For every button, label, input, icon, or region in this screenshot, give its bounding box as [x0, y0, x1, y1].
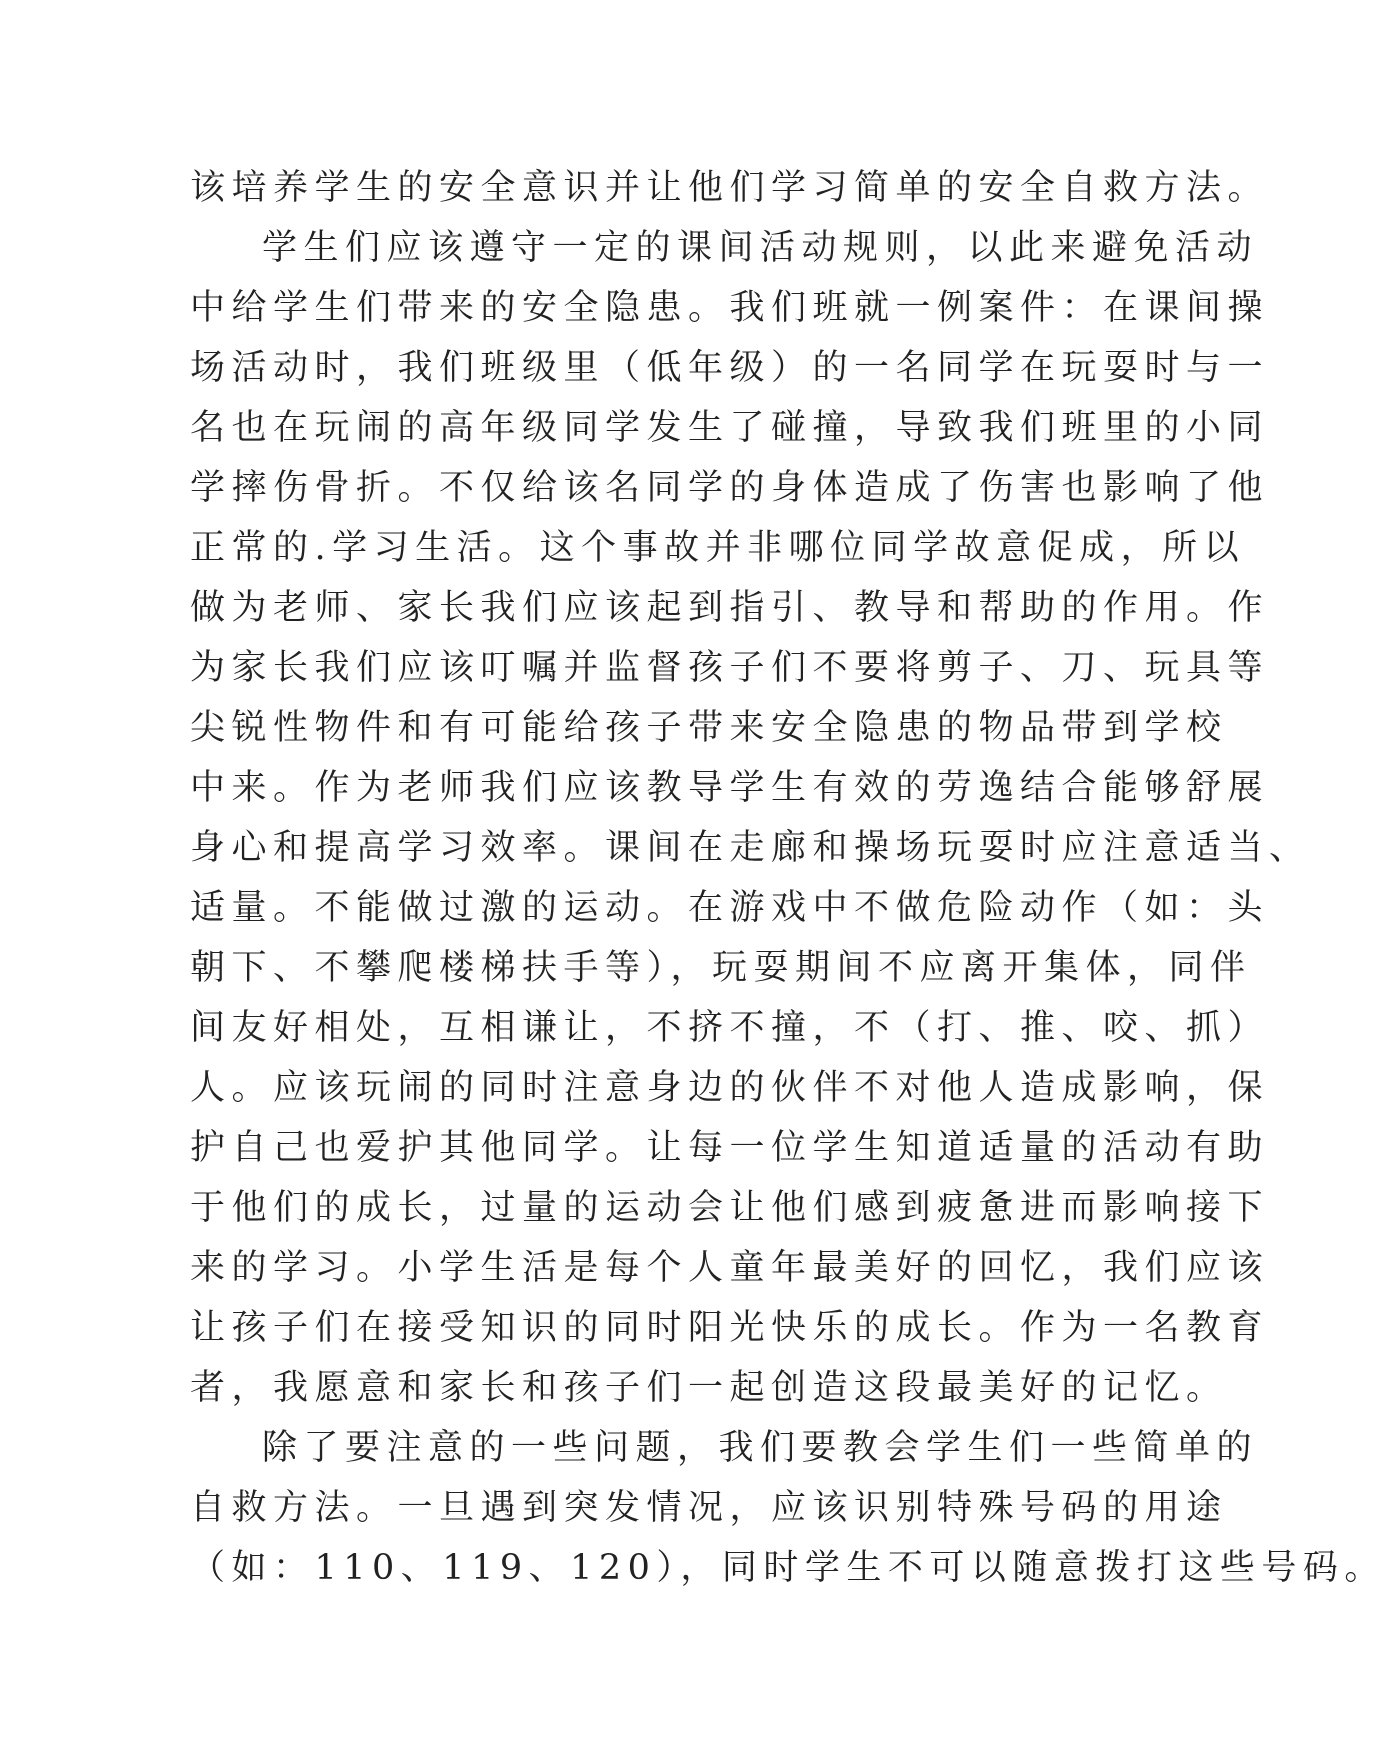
text-line-3: 中给学生们带来的安全隐患。我们班就一例案件：在课间操	[190, 288, 1270, 328]
text-line-20: 让孩子们在接受知识的同时阳光快乐的成长。作为一名教育	[190, 1308, 1270, 1348]
text-line-18: 于他们的成长，过量的运动会让他们感到疲惫进而影响接下	[190, 1188, 1270, 1228]
document-body	[190, 158, 1386, 1598]
text-line-6: 学摔伤骨折。不仅给该名同学的身体造成了伤害也影响了他	[190, 468, 1270, 508]
text-line-21: 者，我愿意和家长和孩子们一起创造这段最美好的记忆。	[190, 1368, 1228, 1408]
text-line-12: 身心和提高学习效率。课间在走廊和操场玩耍时应注意适当、	[190, 828, 1311, 868]
text-line-2: 学生们应该遵守一定的课间活动规则，以此来避免活动	[262, 228, 1259, 268]
text-line-10: 尖锐性物件和有可能给孩子带来安全隐患的物品带到学校	[190, 708, 1228, 748]
text-line-8: 做为老师、家长我们应该起到指引、教导和帮助的作用。作	[190, 588, 1270, 628]
text-line-19: 来的学习。小学生活是每个人童年最美好的回忆，我们应该	[190, 1248, 1270, 1288]
text-line-14: 朝下、不攀爬楼梯扶手等），玩耍期间不应离开集体，同伴	[190, 948, 1252, 988]
text-line-15: 间友好相处，互相谦让，不挤不撞，不（打、推、咬、抓）	[190, 1008, 1270, 1048]
text-line-1: 该培养学生的安全意识并让他们学习简单的安全自救方法。	[190, 168, 1270, 208]
text-line-5: 名也在玩闹的高年级同学发生了碰撞，导致我们班里的小同	[190, 408, 1270, 448]
text-line-16: 人。应该玩闹的同时注意身边的伙伴不对他人造成影响，保	[190, 1068, 1270, 1108]
text-line-11: 中来。作为老师我们应该教导学生有效的劳逸结合能够舒展	[190, 768, 1270, 808]
text-line-24: （如：110、119、120），同时学生不可以随意拨打这些号码。	[190, 1548, 1386, 1588]
text-line-17: 护自己也爱护其他同学。让每一位学生知道适量的活动有助	[190, 1128, 1270, 1168]
text-line-22: 除了要注意的一些问题，我们要教会学生们一些简单的	[262, 1428, 1259, 1468]
text-line-4: 场活动时，我们班级里（低年级）的一名同学在玩耍时与一	[190, 348, 1270, 388]
text-line-23: 自救方法。一旦遇到突发情况，应该识别特殊号码的用途	[190, 1488, 1228, 1528]
text-line-9: 为家长我们应该叮嘱并监督孩子们不要将剪子、刀、玩具等	[190, 648, 1270, 688]
text-line-13: 适量。不能做过激的运动。在游戏中不做危险动作（如：头	[190, 888, 1270, 928]
text-line-7: 正常的.学习生活。这个事故并非哪位同学故意促成，所以	[190, 528, 1246, 568]
